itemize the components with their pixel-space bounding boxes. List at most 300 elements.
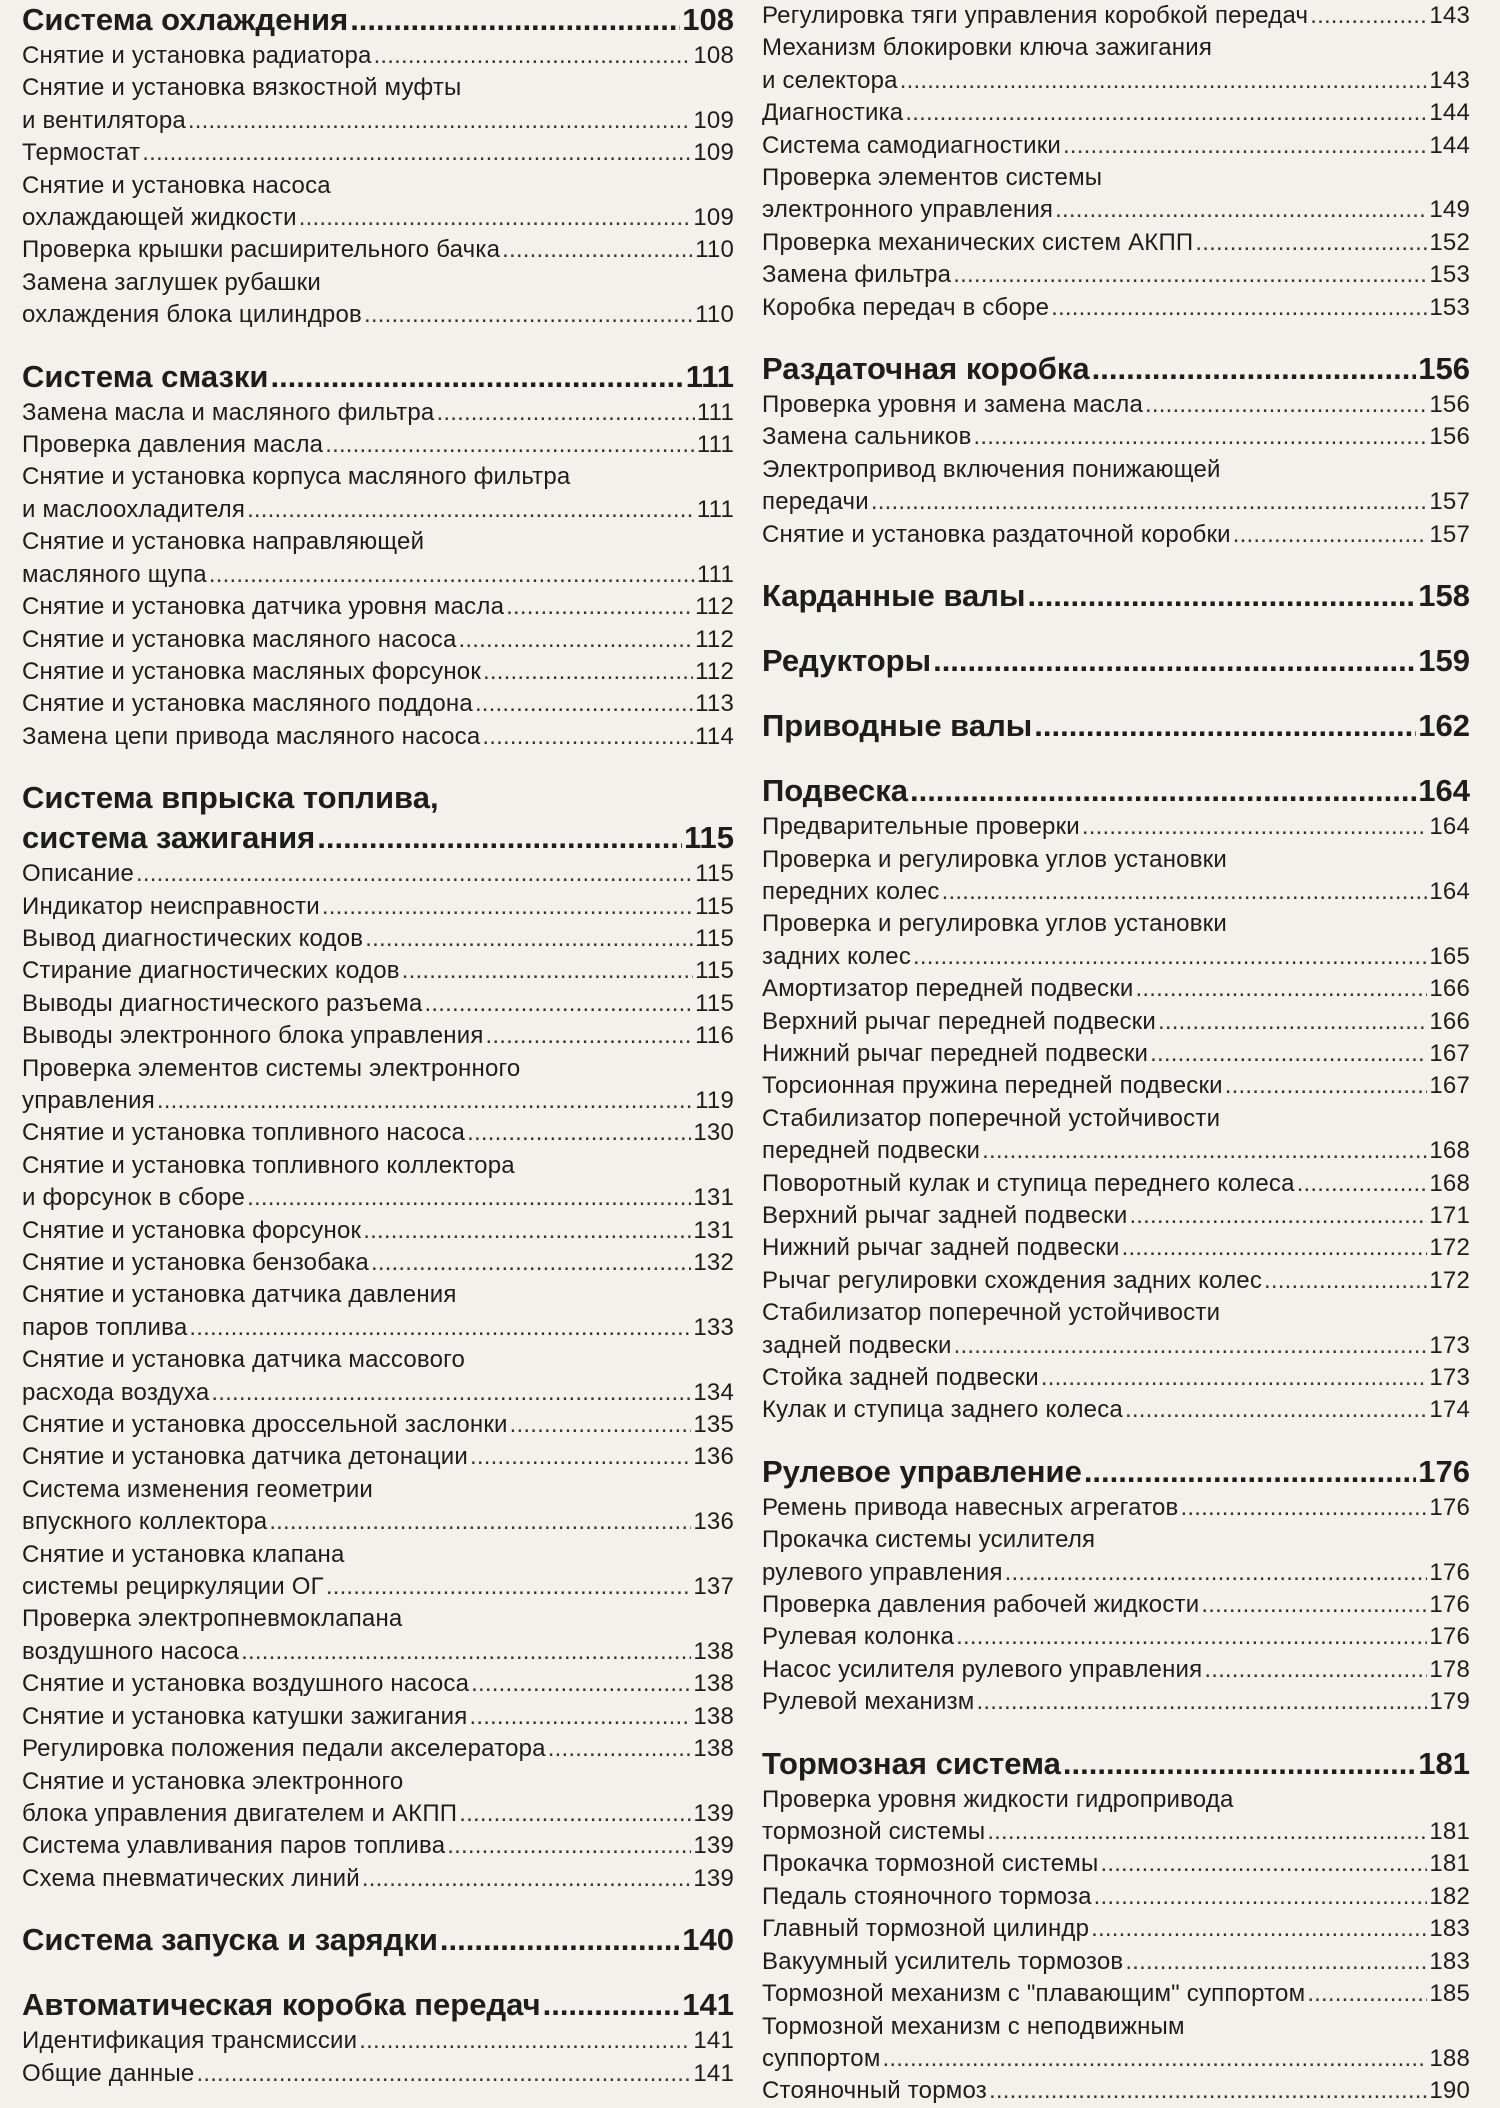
page-number: 115: [695, 989, 734, 1017]
page-number: 149: [1429, 196, 1470, 224]
toc-entry[interactable]: [762, 454, 1470, 519]
page-number: 181: [1418, 1745, 1470, 1781]
dot-leader: [136, 858, 693, 890]
dot-leader: [322, 891, 693, 923]
section-title: Система впрыска топлива,: [22, 780, 439, 816]
toc-entry[interactable]: [22, 461, 734, 526]
entry-title: Предварительные проверки: [762, 813, 1080, 841]
entry-row: [22, 1182, 734, 1214]
entry-title: Снятие и установка датчика давления: [22, 1281, 457, 1309]
section-spacer: [22, 1895, 734, 1909]
toc-entry[interactable]: [762, 519, 1470, 551]
page-number: 139: [693, 1799, 734, 1827]
dot-leader: [1204, 1654, 1427, 1686]
dot-leader: [459, 624, 694, 656]
toc-entry[interactable]: [22, 72, 734, 137]
toc-entry[interactable]: [22, 397, 734, 429]
page-number: 111: [696, 398, 734, 426]
entry-row: [762, 1362, 1470, 1394]
toc-entry[interactable]: [762, 1978, 1470, 2010]
toc-entry[interactable]: [22, 1603, 734, 1668]
page-number: 111: [696, 431, 734, 459]
dot-leader: [1150, 1038, 1427, 1070]
page-number: 181: [1429, 1850, 1470, 1878]
dot-leader: [1201, 1589, 1427, 1621]
dot-leader: [1264, 1265, 1427, 1297]
entry-title: Проверка элементов системы: [762, 164, 1103, 192]
dot-leader: [989, 2075, 1427, 2107]
page-number: 171: [1429, 1201, 1470, 1229]
page-number: 178: [1429, 1655, 1470, 1683]
toc-entry[interactable]: [22, 891, 734, 923]
entry-title: Термостат: [22, 139, 141, 167]
entry-title: Снятие и установка форсунок: [22, 1216, 362, 1244]
dot-leader: [482, 721, 693, 753]
toc-entry[interactable]: [22, 429, 734, 461]
page-number: 112: [695, 657, 734, 685]
toc-section[interactable]: [762, 1744, 1470, 1784]
toc-section[interactable]: [22, 1985, 734, 2025]
entry-row: [22, 1085, 734, 1117]
toc-section[interactable]: [762, 706, 1470, 746]
entry-title: задней подвески: [762, 1331, 952, 1359]
page-number: 190: [1429, 2077, 1470, 2105]
toc-entry[interactable]: [22, 1830, 734, 1862]
toc-entry[interactable]: [22, 858, 734, 890]
toc-entry[interactable]: [22, 624, 734, 656]
toc-entry[interactable]: [762, 1103, 1470, 1168]
page-number: 110: [695, 301, 734, 329]
toc-entry[interactable]: [762, 908, 1470, 973]
toc-entry[interactable]: [22, 1539, 734, 1604]
toc-entry[interactable]: [762, 1913, 1470, 1945]
toc-entry[interactable]: [22, 526, 734, 591]
section-spacer: [762, 1719, 1470, 1733]
entry-row: [22, 591, 734, 623]
toc-entry[interactable]: [762, 32, 1470, 97]
dot-leader: [1034, 706, 1416, 746]
entry-title: рулевого управления: [762, 1558, 1003, 1586]
entry-row: [22, 923, 734, 955]
toc-entry[interactable]: [22, 170, 734, 235]
entry-title: Вывод диагностических кодов: [22, 924, 364, 952]
entry-row: [762, 1492, 1470, 1524]
page-number: 188: [1429, 2044, 1470, 2072]
toc-entry[interactable]: [762, 130, 1470, 162]
dot-leader: [1122, 1232, 1428, 1264]
dot-leader: [374, 40, 692, 72]
page-number: 168: [1429, 1169, 1470, 1197]
page-number: 131: [693, 1184, 734, 1212]
dot-leader: [247, 1182, 691, 1214]
dot-leader: [1084, 1452, 1416, 1492]
toc-entry[interactable]: [762, 1784, 1470, 1849]
toc-entry[interactable]: [762, 1070, 1470, 1102]
toc-section[interactable]: [22, 1920, 734, 1960]
entry-row: [22, 299, 734, 331]
page-number: 108: [693, 42, 734, 69]
entry-title: Проверка давления масла: [22, 431, 324, 459]
entry-title: передних колес: [762, 877, 940, 905]
dot-leader: [459, 1798, 691, 1830]
page-number: 173: [1429, 1331, 1470, 1359]
dot-leader: [506, 591, 693, 623]
entry-row: [762, 941, 1470, 973]
dot-leader: [247, 494, 695, 526]
toc-section[interactable]: [22, 778, 734, 858]
page-number: 111: [696, 560, 734, 588]
entry-row: [22, 1312, 734, 1344]
page-number: 138: [693, 1637, 734, 1665]
toc-entry[interactable]: [22, 40, 734, 72]
entry-title: Проверка элементов системы электронного: [22, 1054, 521, 1082]
entry-title: и форсунок в сборе: [22, 1184, 246, 1212]
toc-entry[interactable]: [762, 389, 1470, 421]
dot-leader: [1027, 576, 1416, 616]
toc-entry[interactable]: [22, 923, 734, 955]
toc-entry[interactable]: [22, 2058, 734, 2090]
entry-row: [22, 1441, 734, 1473]
dot-leader: [1125, 1946, 1427, 1978]
toc-entry[interactable]: [762, 1848, 1470, 1880]
entry-row: [762, 973, 1470, 1005]
page-number: 109: [693, 106, 734, 134]
page-number: 172: [1429, 1266, 1470, 1294]
page-number: 183: [1429, 1947, 1470, 1975]
toc-entry[interactable]: [22, 1863, 734, 1895]
entry-row: [22, 397, 734, 429]
dot-leader: [883, 2043, 1428, 2075]
entry-title: Стояночный тормоз: [762, 2077, 987, 2105]
toc-entry[interactable]: [22, 1668, 734, 1700]
entry-title: задних колес: [762, 942, 912, 970]
section-title: Раздаточная коробка: [762, 351, 1090, 387]
entry-title: Регулировка тяги управления коробкой передач: [762, 2, 1309, 29]
dot-leader: [982, 1135, 1427, 1167]
entry-row: [22, 721, 734, 753]
toc-entry[interactable]: [762, 421, 1470, 453]
toc-entry[interactable]: [22, 1279, 734, 1344]
section-heading-row: [762, 1452, 1470, 1492]
page-number: 158: [1418, 578, 1470, 614]
entry-title: Описание: [22, 860, 135, 888]
page-number: 183: [1429, 1915, 1470, 1943]
entry-row: [762, 65, 1470, 97]
dot-leader: [269, 1506, 691, 1538]
page-number: 141: [693, 2027, 734, 2055]
section-heading-row: [762, 349, 1470, 389]
page-number: 179: [1429, 1688, 1470, 1716]
toc-entry[interactable]: [22, 267, 734, 332]
toc-section[interactable]: [762, 771, 1470, 811]
entry-row: [762, 1200, 1470, 1232]
page-number: 168: [1429, 1137, 1470, 1165]
toc-entry[interactable]: [22, 1701, 734, 1733]
toc-entry[interactable]: [762, 1265, 1470, 1297]
dot-leader: [1195, 227, 1427, 259]
toc-entry[interactable]: [762, 1394, 1470, 1426]
toc-entry[interactable]: [762, 1686, 1470, 1718]
dot-leader: [510, 1409, 692, 1441]
dot-leader: [977, 1686, 1428, 1718]
section-spacer: [762, 324, 1470, 338]
entry-title: Выводы диагностического разъема: [22, 989, 423, 1017]
entry-title: Система самодиагностики: [762, 131, 1062, 159]
toc-entry[interactable]: [22, 1150, 734, 1215]
toc-entry[interactable]: [22, 955, 734, 987]
toc-left-column: [22, 0, 734, 2090]
toc-entry[interactable]: [22, 1020, 734, 1052]
entry-title: Идентификация трансмиссии: [22, 2027, 358, 2055]
entry-row: [22, 1701, 734, 1733]
toc-section[interactable]: [762, 641, 1470, 681]
entry-title: Проверка и регулировка углов установки: [762, 845, 1227, 873]
toc-entry[interactable]: [762, 0, 1470, 32]
entry-title: масляного щупа: [22, 560, 207, 588]
toc-section[interactable]: [22, 357, 734, 397]
entry-row: [22, 40, 734, 72]
page-number: 115: [695, 924, 734, 952]
section-spacer: [22, 1960, 734, 1974]
toc-entry[interactable]: [762, 844, 1470, 909]
page-number: 115: [695, 860, 734, 888]
entry-title: Система улавливания паров топлива: [22, 1832, 446, 1860]
dot-leader: [1158, 1006, 1427, 1038]
entry-title: Снятие и установка датчика массового: [22, 1346, 466, 1374]
page-number: 157: [1429, 520, 1470, 548]
entry-row: [762, 1265, 1470, 1297]
section-title: Система смазки: [22, 358, 269, 394]
page-number: 144: [1429, 99, 1470, 127]
page-number: 132: [693, 1249, 734, 1276]
dot-leader: [142, 137, 691, 169]
page-number: 144: [1429, 131, 1470, 159]
toc-entry[interactable]: [22, 1053, 734, 1118]
toc-entry[interactable]: [762, 292, 1470, 324]
toc-section[interactable]: [762, 576, 1470, 616]
entry-title: Выводы электронного блока управления: [22, 1022, 484, 1050]
page-number: 110: [695, 236, 734, 264]
entry-row: [762, 1946, 1470, 1978]
page-number: 174: [1429, 1396, 1470, 1424]
toc-entry[interactable]: [762, 1297, 1470, 1362]
toc-entry[interactable]: [762, 973, 1470, 1005]
entry-title: Прокачка системы усилителя: [762, 1526, 1096, 1554]
toc-entry[interactable]: [762, 1168, 1470, 1200]
toc-entry[interactable]: [22, 1766, 734, 1831]
toc-entry[interactable]: [22, 1344, 734, 1409]
page-number: 185: [1429, 1980, 1470, 2008]
toc-entry[interactable]: [762, 1946, 1470, 1978]
page-number: 167: [1429, 1072, 1470, 1100]
dot-leader: [905, 97, 1427, 129]
toc-entry[interactable]: [762, 1038, 1470, 1070]
entry-title: Снятие и установка катушки зажигания: [22, 1702, 468, 1730]
page-number: 119: [695, 1086, 734, 1114]
entry-row: [22, 891, 734, 923]
entry-row: [762, 130, 1470, 162]
toc-entry[interactable]: [22, 1215, 734, 1247]
toc-entry[interactable]: [22, 591, 734, 623]
toc-entry[interactable]: [22, 1733, 734, 1765]
page-number: 111: [696, 495, 734, 523]
dot-leader: [317, 818, 682, 858]
dot-leader: [436, 397, 694, 429]
page-number: 137: [693, 1573, 734, 1601]
dot-leader: [371, 1247, 691, 1279]
entry-row: [22, 1863, 734, 1895]
dot-leader: [359, 2025, 691, 2057]
page-number: 153: [1429, 293, 1470, 321]
entry-row: [22, 688, 734, 720]
entry-title: Прокачка тормозной системы: [762, 1850, 1099, 1878]
toc-entry[interactable]: [762, 1654, 1470, 1686]
page-number: 157: [1429, 488, 1470, 516]
dot-leader: [1136, 973, 1428, 1005]
section-title: Редукторы: [762, 643, 932, 679]
toc-entry[interactable]: [762, 2075, 1470, 2107]
entry-title: Схема пневматических линий: [22, 1864, 360, 1892]
entry-title: Коробка передач в сборе: [762, 293, 1050, 321]
page-number: 156: [1429, 423, 1470, 451]
dot-leader: [241, 1636, 691, 1668]
toc-entry[interactable]: [762, 1006, 1470, 1038]
dot-leader: [440, 1920, 680, 1960]
entry-row: [22, 105, 734, 137]
section-heading-row: [22, 1920, 734, 1960]
toc-entry[interactable]: [22, 688, 734, 720]
dot-leader: [548, 1733, 692, 1765]
toc-entry[interactable]: [22, 1117, 734, 1149]
toc-entry[interactable]: [762, 1362, 1470, 1394]
toc-entry[interactable]: [762, 1881, 1470, 1913]
entry-row: [22, 429, 734, 461]
toc-entry[interactable]: [22, 2025, 734, 2057]
toc-entry[interactable]: [762, 1589, 1470, 1621]
section-heading-row: [762, 706, 1470, 746]
page-number: 176: [1429, 1591, 1470, 1619]
toc-entry[interactable]: [762, 1492, 1470, 1524]
dot-leader: [942, 876, 1428, 908]
page-number: 176: [1429, 1558, 1470, 1586]
entry-row: [762, 2075, 1470, 2107]
page-number: 115: [683, 820, 734, 856]
page-number: 114: [695, 722, 734, 750]
entry-row: [22, 494, 734, 526]
entry-row: [762, 1848, 1470, 1880]
entry-row: [22, 1117, 734, 1149]
entry-row: [762, 1881, 1470, 1913]
dot-leader: [1091, 1913, 1427, 1945]
toc-entry[interactable]: [762, 259, 1470, 291]
toc-entry[interactable]: [22, 656, 734, 688]
toc-entry[interactable]: [22, 1474, 734, 1539]
page-number: 153: [1429, 261, 1470, 289]
page-number: 134: [693, 1378, 734, 1406]
dot-leader: [365, 923, 693, 955]
entry-row: [762, 194, 1470, 226]
entry-row: [22, 202, 734, 234]
toc-entry[interactable]: [762, 227, 1470, 259]
entry-title: Стойка задней подвески: [762, 1364, 1039, 1391]
entry-row: [762, 1232, 1470, 1264]
entry-title: Замена масла и масляного фильтра: [22, 398, 435, 426]
entry-title: Снятие и установка вязкостной муфты: [22, 74, 462, 102]
dot-leader: [1063, 1744, 1416, 1784]
toc-entry[interactable]: [762, 162, 1470, 227]
entry-row: [762, 1070, 1470, 1102]
entry-title: Снятие и установка клапана: [22, 1540, 345, 1568]
entry-row: [22, 1733, 734, 1765]
entry-row: [762, 1557, 1470, 1589]
entry-title: электронного управления: [762, 196, 1054, 224]
toc-entry[interactable]: [762, 2011, 1470, 2076]
dot-leader: [1082, 811, 1427, 843]
entry-title: Снятие и установка датчика детонации: [22, 1443, 469, 1471]
toc-entry[interactable]: [22, 988, 734, 1020]
toc-entry[interactable]: [22, 721, 734, 753]
page-number: 113: [695, 690, 734, 718]
page-number: 156: [1429, 391, 1470, 419]
entry-title: Снятие и установка дроссельной заслонки: [22, 1411, 508, 1439]
dot-leader: [956, 1621, 1427, 1653]
entry-title: Вакуумный усилитель тормозов: [762, 1947, 1124, 1975]
toc-entry[interactable]: [762, 1621, 1470, 1653]
entry-title: и селектора: [762, 66, 898, 94]
entry-title: Поворотный кулак и ступица переднего колеса: [762, 1169, 1295, 1197]
toc-section[interactable]: [22, 0, 734, 40]
entry-title: блока управления двигателем и АКПП: [22, 1799, 458, 1827]
page-number: 172: [1429, 1234, 1470, 1262]
dot-leader: [475, 688, 693, 720]
entry-row: [22, 1798, 734, 1830]
toc-entry[interactable]: [762, 1232, 1470, 1264]
toc-entry[interactable]: [22, 1409, 734, 1441]
entry-title: тормозной системы: [762, 1818, 986, 1846]
toc-entry[interactable]: [22, 1441, 734, 1473]
entry-row: [762, 292, 1470, 324]
page-number: 164: [1429, 877, 1470, 905]
entry-row: [22, 624, 734, 656]
entry-title: Нижний рычаг передней подвески: [762, 1039, 1149, 1067]
page-number: 162: [1418, 708, 1470, 744]
page-number: 165: [1429, 942, 1470, 970]
toc-entry[interactable]: [22, 234, 734, 266]
toc-entry[interactable]: [22, 137, 734, 169]
dot-leader: [467, 1117, 691, 1149]
entry-title: Снятие и установка масляного насоса: [22, 625, 457, 653]
dot-leader: [987, 1816, 1427, 1848]
toc-entry[interactable]: [762, 1200, 1470, 1232]
toc-entry[interactable]: [22, 1247, 734, 1279]
entry-title: Регулировка положения педали акселератора: [22, 1735, 546, 1763]
entry-row: [22, 1020, 734, 1052]
section-title: Система запуска и зарядки: [22, 1922, 438, 1958]
toc-section[interactable]: [762, 349, 1470, 389]
entry-title: Снятие и установка насоса: [22, 171, 331, 199]
section-heading-row: [22, 0, 734, 40]
dot-leader: [1041, 1362, 1428, 1394]
page-number: 133: [693, 1313, 734, 1341]
page-number: 138: [693, 1702, 734, 1730]
toc-entry[interactable]: [762, 97, 1470, 129]
toc-section[interactable]: [762, 1452, 1470, 1492]
entry-row: [762, 1654, 1470, 1686]
entry-title: Снятие и установка электронного: [22, 1767, 404, 1795]
toc-entry[interactable]: [762, 811, 1470, 843]
toc-entry[interactable]: [762, 1524, 1470, 1589]
entry-row: [762, 0, 1470, 32]
